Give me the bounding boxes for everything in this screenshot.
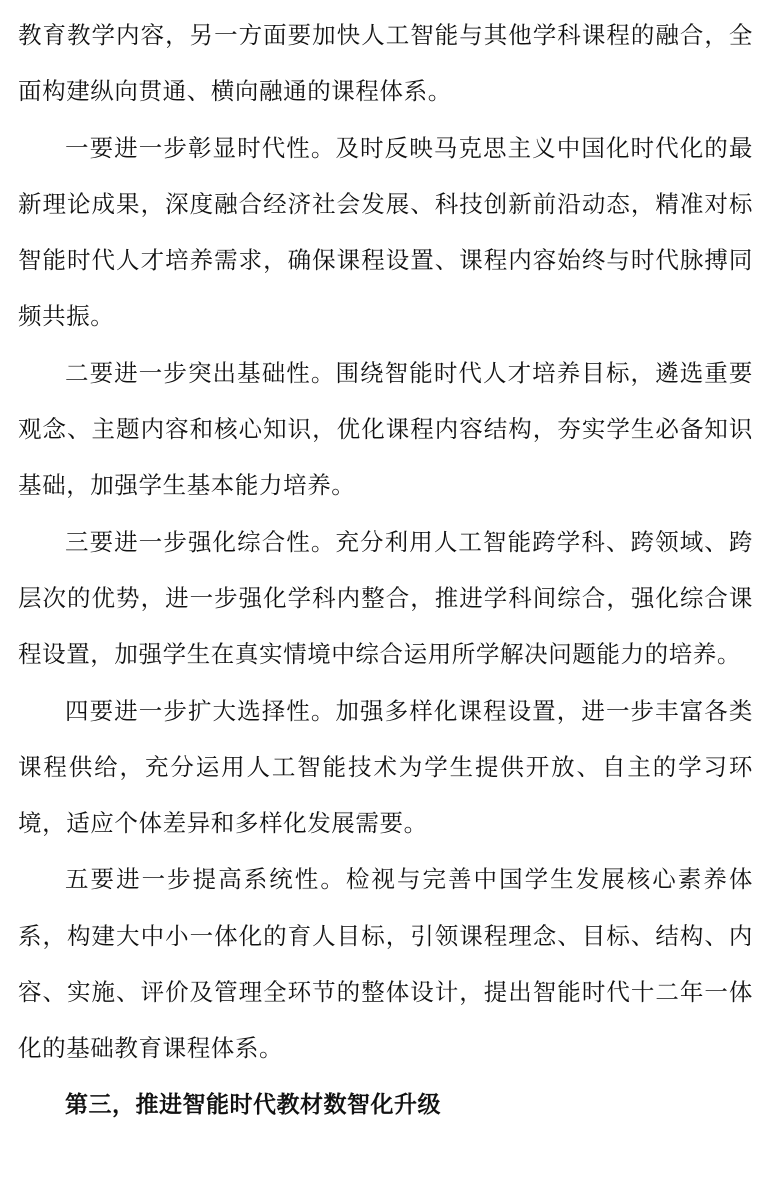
- paragraph-point-five: 五要进一步提高系统性。检视与完善中国学生发展核心素养体系，构建大中小一体化的育人目标，引领课程理念、目标、结构、内容、实施、评价及管理全环节的整体设计，提出智能时代十二年一体化的基础教育课程体系。: [18, 865, 753, 1063]
- paragraph-point-four: 四要进一步扩大选择性。加强多样化课程设置，进一步丰富各类课程供给，充分运用人工智能技术为学生提供开放、自主的学习环境，适应个体差异和多样化发展需要。: [18, 696, 753, 838]
- section-heading: 第三，推进智能时代教材数智化升级: [65, 1091, 441, 1118]
- paragraph-point-two: 二要进一步突出基础性。围绕智能时代人才培养目标，遴选重要观念、主题内容和核心知识，优化课程内容结构，夯实学生必备知识基础，加强学生基本能力培养。: [18, 358, 753, 500]
- paragraph-point-one: 一要进一步彰显时代性。及时反映马克思主义中国化时代化的最新理论成果，深度融合经济社会发展、科技创新前沿动态，精准对标智能时代人才培养需求，确保课程设置、课程内容始终与时代脉搏同频共振。: [18, 133, 753, 331]
- paragraph-intro-continuation: 教育教学内容，另一方面要加快人工智能与其他学科课程的融合，全面构建纵向贯通、横向融通的课程体系。: [18, 21, 753, 106]
- paragraph-point-three: 三要进一步强化综合性。充分利用人工智能跨学科、跨领域、跨层次的优势，进一步强化学科内整合，推进学科间综合，强化综合课程设置，加强学生在真实情境中综合运用所学解决问题能力的培养。: [18, 527, 753, 669]
